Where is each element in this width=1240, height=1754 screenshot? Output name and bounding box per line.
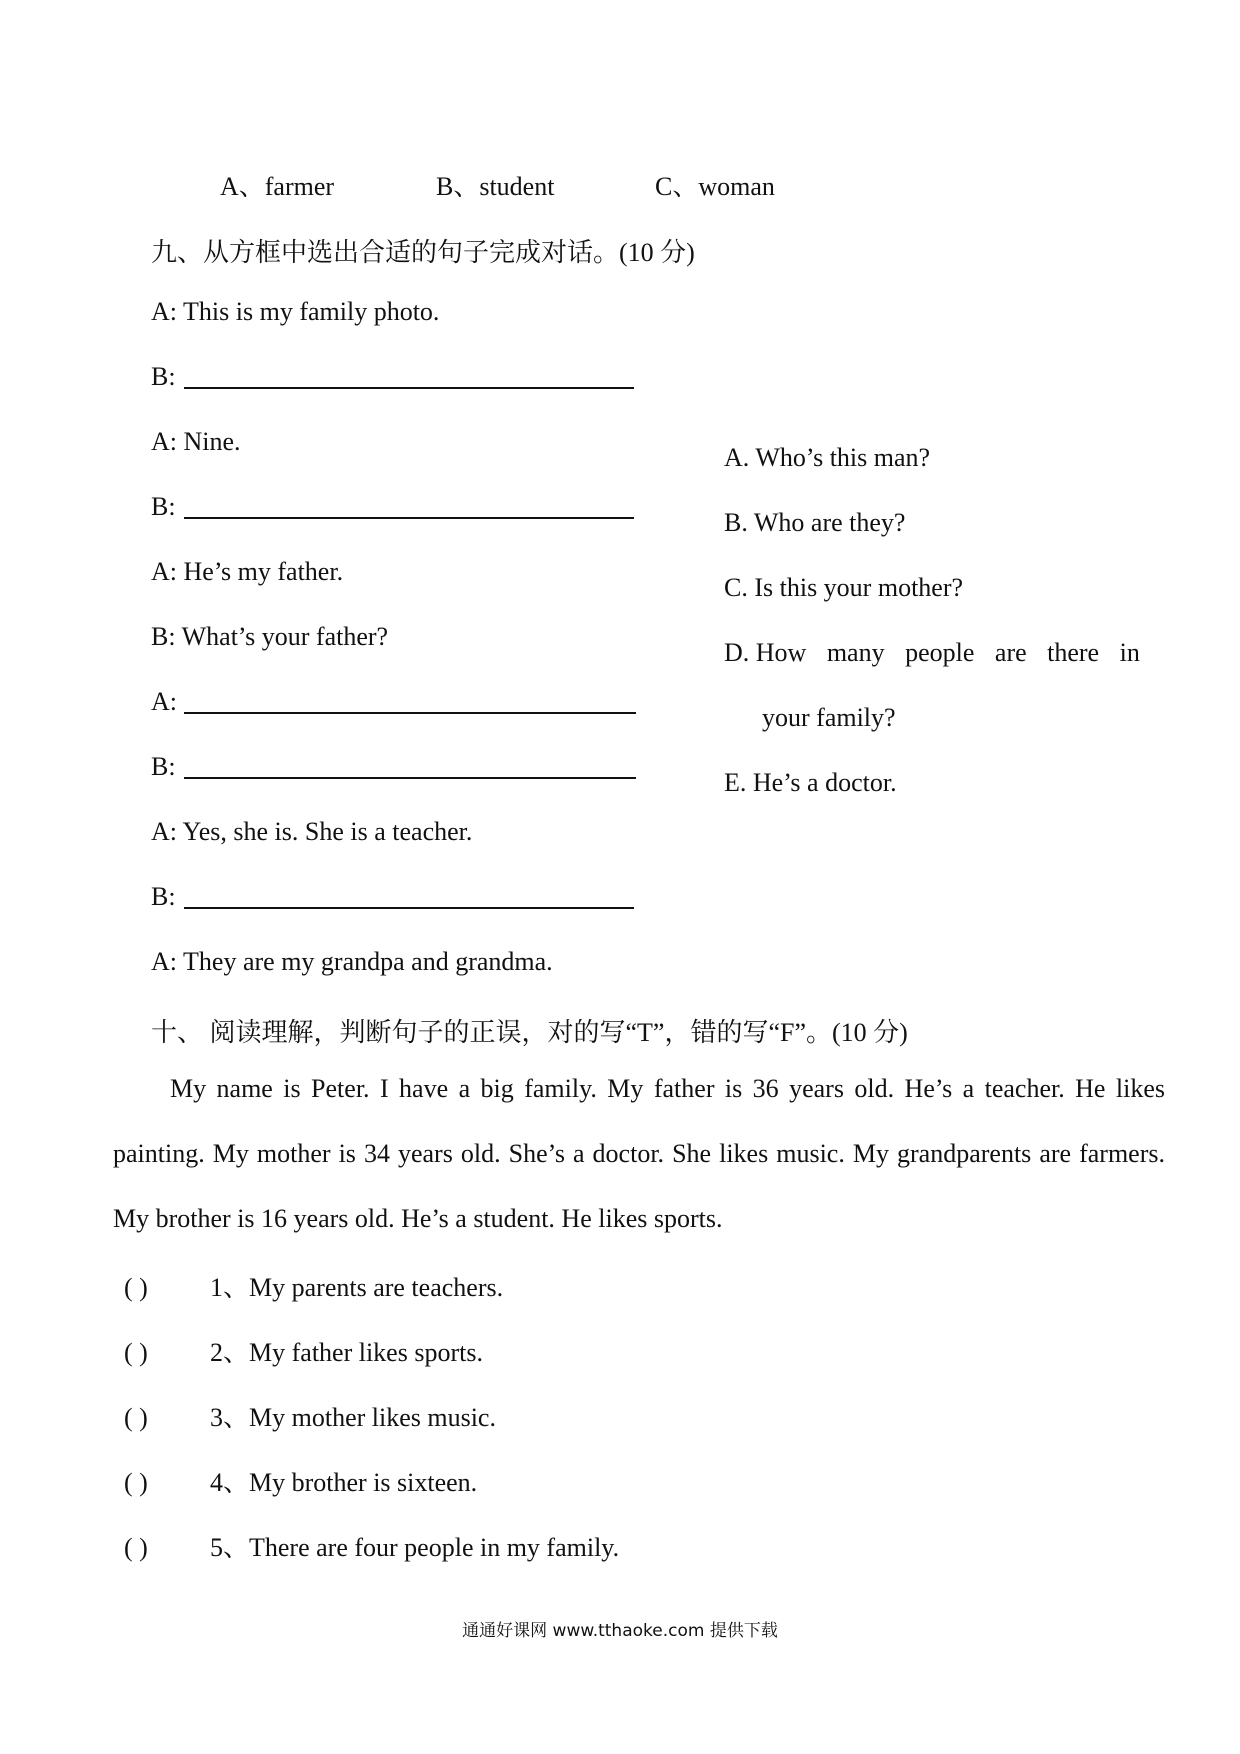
dialogue-text: Nine. [183, 427, 241, 456]
answer-blank[interactable] [184, 517, 634, 519]
choice-item [724, 768, 897, 798]
tf-statement: 3、My mother likes music. [210, 1403, 496, 1432]
choice-item [724, 508, 905, 538]
speaker-label: A: [151, 687, 177, 716]
choice-item-continuation: your family? [762, 703, 896, 732]
tf-statement: 1、My parents are teachers. [210, 1273, 504, 1302]
speaker-label: A: [151, 817, 177, 846]
reading-passage: My name is Peter. I have a big family. My father is 36 years old. He’s a teacher. He likes painting. My mother is 34 years old. She’s a doctor. She likes music. My grandparents are farmers. My brother is 16 years old. He’s a student. He likes sports. [113, 1074, 1165, 1233]
speaker-label: B: [151, 882, 176, 911]
tf-item [124, 1527, 619, 1564]
answer-blank[interactable] [184, 777, 636, 779]
dialogue-text: This is my family photo. [183, 297, 440, 326]
dialogue-line [151, 297, 439, 327]
tf-item [124, 1332, 483, 1369]
dialogue-line [151, 362, 176, 392]
choice-letter: D. [724, 638, 750, 667]
choice-text: Is this your mother? [754, 573, 964, 602]
option-b-student: B、student [436, 172, 555, 201]
dialogue-line [151, 427, 241, 457]
answer-blank[interactable] [184, 907, 634, 909]
choice-text: Who are they? [753, 508, 906, 537]
option-c-woman: C、woman [655, 172, 775, 201]
answer-paren[interactable]: ( ) [124, 1403, 148, 1432]
answer-paren[interactable]: ( ) [124, 1273, 148, 1302]
dialogue-text: He’s my father. [183, 557, 344, 586]
speaker-label: A: [151, 557, 177, 586]
dialogue-line [151, 622, 388, 652]
choice-item [724, 443, 930, 473]
speaker-label: A: [151, 297, 177, 326]
dialogue-line [151, 687, 177, 717]
speaker-label: A: [151, 947, 177, 976]
dialogue-text: What’s your father? [181, 622, 389, 651]
choice-letter: C. [724, 573, 748, 602]
tf-statement: 5、There are four people in my family. [210, 1533, 620, 1562]
dialogue-text: Yes, she is. She is a teacher. [182, 817, 473, 846]
choice-text: How many people are there in [755, 638, 1140, 667]
option-a-farmer: A、farmer [220, 172, 335, 201]
tf-item [124, 1397, 496, 1434]
speaker-label: A: [151, 427, 177, 456]
speaker-label: B: [151, 752, 176, 781]
answer-blank[interactable] [184, 387, 634, 389]
choice-item [724, 573, 963, 603]
speaker-label: B: [151, 622, 176, 651]
choice-text: Who’s this man? [755, 443, 931, 472]
section-10-title: 十、 阅读理解，判断句子的正误，对的写“T”，错的写“F”。(10 分) [151, 1018, 908, 1047]
choice-letter: B. [724, 508, 748, 537]
dialogue-line [151, 492, 176, 522]
choice-item [724, 638, 1142, 668]
tf-item [124, 1267, 503, 1304]
dialogue-line [151, 882, 176, 912]
dialogue-line [151, 947, 553, 977]
choice-letter: E. [724, 768, 747, 797]
page-footer: 通通好课网 www.tthaoke.com 提供下载 [462, 1621, 778, 1641]
speaker-label: B: [151, 492, 176, 521]
answer-paren[interactable]: ( ) [124, 1338, 148, 1367]
section-9-title: 九、从方框中选出合适的句子完成对话。(10 分) [151, 238, 695, 267]
choice-text: He’s a doctor. [752, 768, 897, 797]
dialogue-text: They are my grandpa and grandma. [183, 947, 553, 976]
dialogue-line [151, 557, 343, 587]
dialogue-line [151, 817, 472, 847]
tf-item [124, 1462, 477, 1499]
choice-letter: A. [724, 443, 750, 472]
answer-paren[interactable]: ( ) [124, 1468, 148, 1497]
speaker-label: B: [151, 362, 176, 391]
dialogue-line [151, 752, 176, 782]
tf-statement: 4、My brother is sixteen. [210, 1468, 478, 1497]
answer-blank[interactable] [184, 712, 636, 714]
tf-statement: 2、My father likes sports. [210, 1338, 483, 1367]
answer-paren[interactable]: ( ) [124, 1533, 148, 1562]
